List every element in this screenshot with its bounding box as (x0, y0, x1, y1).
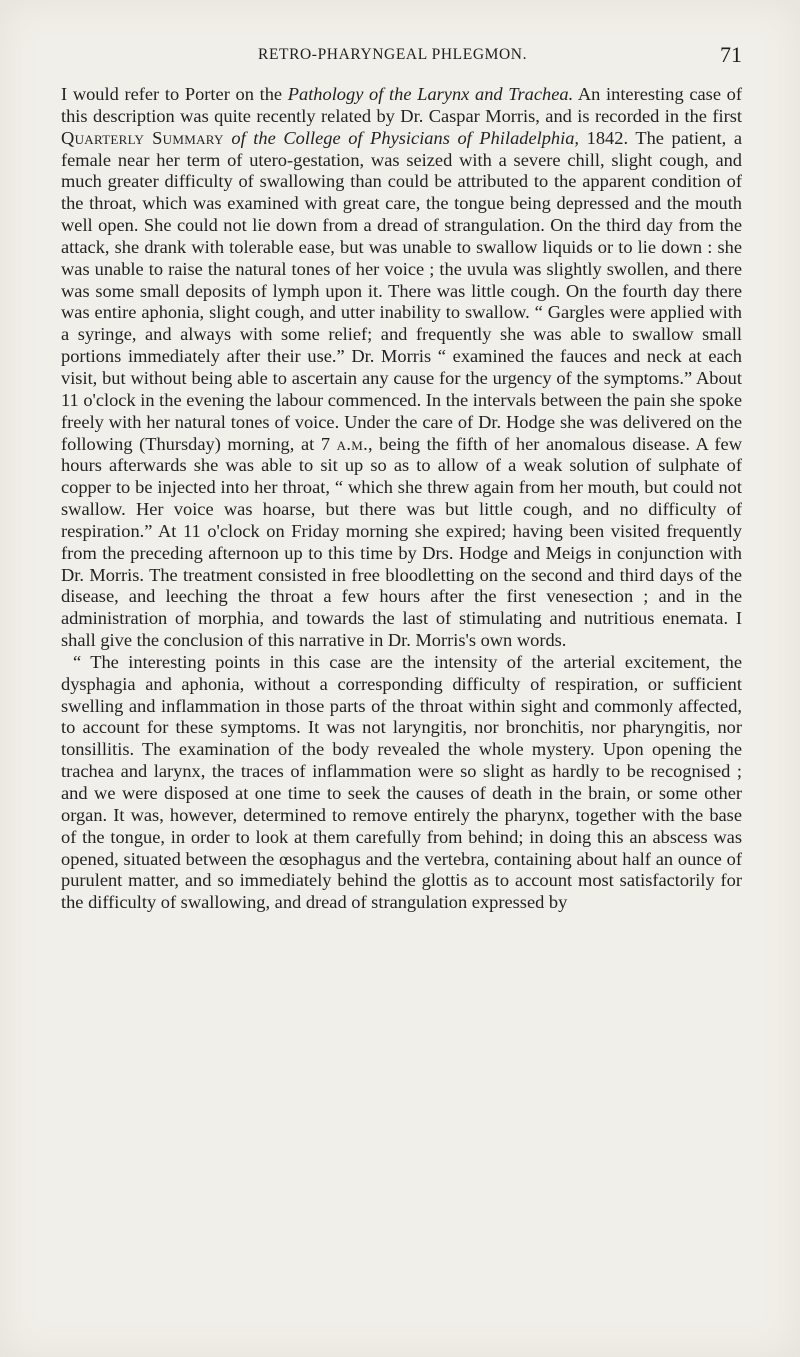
text-run: An interesting case of this description was quite recently related by Dr. Caspar Morris, and is recorded in the first (61, 84, 743, 126)
text-run: , being the fifth of her anomalous disease. A few hours afterwards she was able to sit up so as to allow of a weak solution of sulphate of copper to be injected into her throat, “ which she threw again from her mouth, but could not swallow. Her voice was hoarse, but there was but little cough, and no difficulty of respiration.” At 11 o'clock on Friday morning she expired; having been visited frequently from the preceding afternoon up to this time by Drs. Hodge and Meigs in conjunction with Dr. Morris. The treatment consisted in free bloodletting on the second and third days of the disease, and leeching the throat a few hours after the first venesection ; and in the administration of morphia, and towards the last of stimulating and nutritious enemata. I shall give the conclusion of this narrative in Dr. Morris's own words. (61, 433, 742, 651)
book-title-italic: Pathology of the Larynx and Trachea. (287, 84, 574, 104)
paragraph-porter-reference (61, 84, 742, 652)
journal-title-small-caps: Quarterly Summary (61, 127, 224, 148)
college-title-italic: of the College of Physicians of Philadelphia, (231, 127, 580, 148)
page-number: 71 (720, 42, 742, 67)
text-run: 1842. The patient, a female near her term of utero-gestation, was seized with a severe chill, slight cough, and much greater difficulty of swallowing than could be attributed to the apparent condition of the throat, which was examined with great care, the tongue being depressed and the mouth well open. She could not lie down from a dread of strangulation. On the third day from the attack, she drank with tolerable ease, but was unable to swallow liquids or to lie down : she was unable to raise the natural tones of her voice ; the uvula was slightly swollen, and there was some small deposits of lymph upon it. There was little cough. On the fourth day there was entire aphonia, slight cough, and utter inability to swallow. “ Gargles were applied with a syringe, and always with some relief; and frequently she was able to swallow small portions immediately after their use.” Dr. Morris “ examined the fauces and neck at each visit, but without being able to ascertain any cause for the urgency of the symptoms.” About 11 o'clock in the evening the labour commenced. In the intervals between the pain she spoke freely with her natural tones of voice. Under the care of Dr. Hodge she was delivered on the following (Thursday) morning, at 7 (61, 127, 742, 454)
running-title: RETRO-PHARYNGEAL PHLEGMON. (258, 46, 528, 63)
time-abbrev-small-caps: a.m. (336, 433, 368, 454)
body-text (61, 84, 742, 914)
text-run: I would refer to Porter on the (61, 84, 288, 104)
paragraph-morris-quote: “ The interesting points in this case are the intensity of the arterial excitement, the dysphagia and aphonia, without a corresponding difficulty of respiration, or sufficient swelling and inflammation in those parts of the throat within sight and commonly affected, to account for these symptoms. It was not laryngitis, nor bronchitis, nor pharyngitis, nor tonsillitis. The examination of the body revealed the whole mystery. Upon opening the trachea and larynx, the traces of inflammation were so slight as hardly to be recognised ; and we were disposed at one time to seek the causes of death in the brain, or some other organ. It was, however, determined to remove entirely the pharynx, together with the base of the tongue, in order to look at them carefully from behind; in doing this an abscess was opened, situated between the œsophagus and the vertebra, containing about half an ounce of purulent matter, and so immediately behind the glottis as to account most satisfactorily for the difficulty of swallowing, and dread of strangulation expressed by (61, 651, 742, 913)
